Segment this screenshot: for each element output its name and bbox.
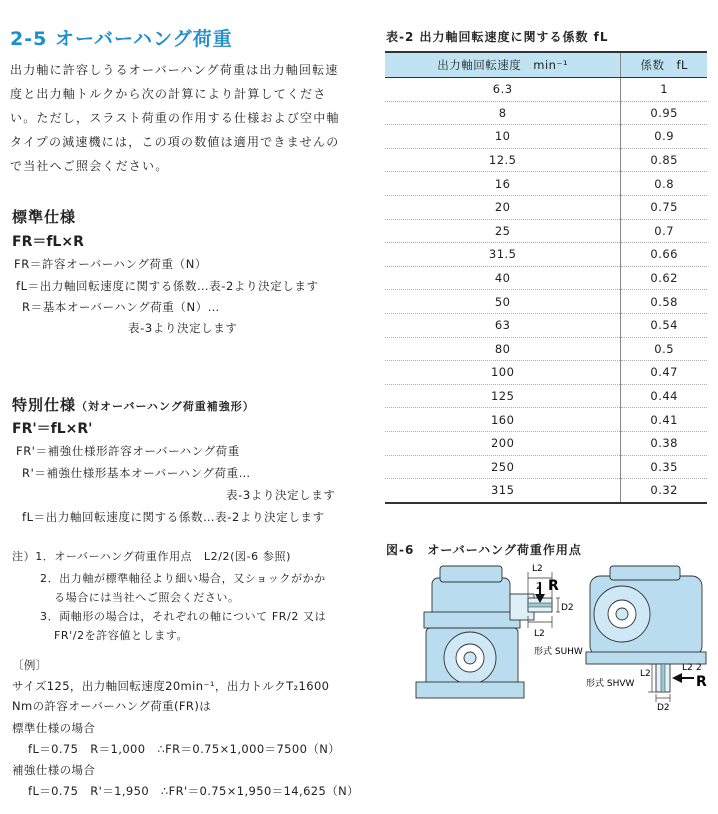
note-line: FR'/2を許容値とします。	[54, 629, 189, 642]
coef-cell: 0.8	[621, 172, 707, 196]
coef-cell: 1	[621, 78, 707, 102]
special-heading-note: （対オーバーハング荷重補強形）	[76, 400, 255, 413]
shvw-l2-side-label: L2	[682, 663, 693, 673]
table-row	[385, 337, 707, 361]
table-row	[385, 148, 707, 172]
intro-line: 出力軸に許容しうるオーバーハング荷重は出力軸回転速	[10, 63, 339, 77]
speed-cell: 250	[385, 455, 621, 479]
special-line: 表-3より決定します	[226, 488, 336, 502]
example-line: Nmの許容オーバーハング荷重(FR)は	[12, 699, 212, 713]
note-line: 2．出力軸が標準軸径より細い場合，又ショックがかか	[40, 572, 326, 585]
coef-cell: 0.47	[621, 361, 707, 385]
coef-cell: 0.7	[621, 219, 707, 243]
standard-heading: 標準仕様	[12, 208, 77, 226]
table-row	[385, 408, 707, 432]
speed-cell: 315	[385, 479, 621, 503]
table-row	[385, 361, 707, 385]
coef-cell: 0.54	[621, 313, 707, 337]
shvw-l2-label: L2	[640, 669, 651, 679]
special-line: R'＝補強仕様形基本オーバーハング荷重…	[22, 466, 251, 480]
suhw-type-label: 形式 SUHW	[534, 647, 583, 657]
suhw-d2-label: D2	[561, 603, 574, 613]
table-row	[385, 78, 707, 102]
speed-cell: 8	[385, 101, 621, 125]
suhw-l2-bottom-label: L2	[534, 629, 545, 639]
special-line: fL＝出力軸回転速度に関する係数…表-2より決定します	[22, 510, 325, 524]
speed-cell: 25	[385, 219, 621, 243]
standard-line: FR＝許容オーバーハング荷重（N）	[14, 257, 208, 271]
speed-cell: 100	[385, 361, 621, 385]
coef-cell: 0.38	[621, 431, 707, 455]
table-row	[385, 479, 707, 503]
suhw-reducer-drawing	[416, 566, 552, 698]
shvw-half-label: 2	[696, 663, 702, 673]
table-row	[385, 243, 707, 267]
example-line: サイズ125，出力軸回転速度20min⁻¹，出力トルクT₂1600	[12, 679, 330, 693]
coef-cell: 0.75	[621, 195, 707, 219]
example-line: fL＝0.75 R＝1,000 ∴FR＝0.75×1,000＝7500（N）	[28, 742, 341, 756]
reducer-figure	[410, 558, 715, 736]
table-caption: 表-2 出力軸回転速度に関する係数 fL	[386, 30, 609, 44]
coef-cell: 0.62	[621, 266, 707, 290]
example-line: 補強仕様の場合	[12, 763, 96, 777]
speed-cell: 160	[385, 408, 621, 432]
coef-cell: 0.5	[621, 337, 707, 361]
special-formula: FR'＝fL×R'	[12, 421, 93, 437]
coef-cell: 0.35	[621, 455, 707, 479]
coef-cell: 0.85	[621, 148, 707, 172]
speed-cell: 125	[385, 384, 621, 408]
speed-cell: 6.3	[385, 78, 621, 102]
intro-line: タイプの減速機には，この項の数値は適用できませんの	[10, 135, 340, 149]
standard-line: fL＝出力軸回転速度に関する係数…表-2より決定します	[16, 279, 319, 293]
special-line: FR'＝補強仕様形許容オーバーハング荷重	[16, 444, 240, 458]
table-header-row	[385, 52, 707, 78]
intro-paragraph	[10, 58, 350, 178]
example-line: fL＝0.75 R'＝1,950 ∴FR'＝0.75×1,950＝14,625（N）	[28, 784, 360, 798]
note-line: 3．両軸形の場合は，それぞれの軸について FR/2 又は	[40, 610, 327, 623]
coefficient-table	[385, 51, 707, 504]
coef-cell: 0.41	[621, 408, 707, 432]
intro-line: い。ただし，スラスト荷重の作用する仕様および空中軸	[10, 111, 340, 125]
standard-formula: FR＝fL×R	[12, 234, 84, 250]
standard-line: 表-3より決定します	[128, 321, 238, 335]
header-speed: 出力軸回転速度 min⁻¹	[385, 52, 621, 78]
speed-cell: 40	[385, 266, 621, 290]
special-heading	[12, 394, 255, 415]
suhw-half-label: 2	[536, 582, 542, 592]
intro-line: 度と出力軸トルクから次の計算により計算してくださ	[10, 87, 327, 101]
speed-cell: 12.5	[385, 148, 621, 172]
table-row	[385, 266, 707, 290]
special-heading-text: 特別仕様	[12, 396, 77, 414]
table-row	[385, 290, 707, 314]
header-coef: 係数 fL	[621, 52, 707, 78]
shvw-type-label: 形式 SHVW	[586, 679, 635, 689]
table-row	[385, 455, 707, 479]
shvw-force-label: R	[696, 674, 707, 690]
figure-caption: 図-6 オーバーハング荷重作用点	[386, 543, 582, 557]
table-row	[385, 101, 707, 125]
table-row	[385, 384, 707, 408]
speed-cell: 10	[385, 125, 621, 149]
speed-cell: 200	[385, 431, 621, 455]
coef-cell: 0.44	[621, 384, 707, 408]
shvw-d2-label: D2	[657, 703, 670, 713]
note-line: 注）1．オーバーハング荷重作用点 L2/2(図-6 参照)	[12, 550, 291, 563]
speed-cell: 50	[385, 290, 621, 314]
table-row	[385, 313, 707, 337]
table-row	[385, 431, 707, 455]
example-label: 〔例〕	[12, 658, 48, 672]
suhw-l2-label: L2	[532, 564, 543, 574]
coef-cell: 0.95	[621, 101, 707, 125]
table-row	[385, 125, 707, 149]
shvw-force-arrow	[672, 673, 694, 683]
note-line: る場合には当社へご照会ください。	[54, 591, 240, 604]
section-title: 2-5 オーバーハング荷重	[10, 28, 233, 50]
suhw-force-label: R	[548, 578, 559, 594]
speed-cell: 80	[385, 337, 621, 361]
coef-cell: 0.9	[621, 125, 707, 149]
table-row	[385, 219, 707, 243]
intro-line: で当社へご照会ください。	[10, 159, 169, 173]
coef-cell: 0.66	[621, 243, 707, 267]
coef-cell: 0.32	[621, 479, 707, 503]
standard-line: R＝基本オーバーハング荷重（N）…	[22, 300, 220, 314]
speed-cell: 63	[385, 313, 621, 337]
speed-cell: 16	[385, 172, 621, 196]
speed-cell: 20	[385, 195, 621, 219]
table-row	[385, 195, 707, 219]
example-line: 標準仕様の場合	[12, 721, 96, 735]
table-row	[385, 172, 707, 196]
coef-cell: 0.58	[621, 290, 707, 314]
speed-cell: 31.5	[385, 243, 621, 267]
